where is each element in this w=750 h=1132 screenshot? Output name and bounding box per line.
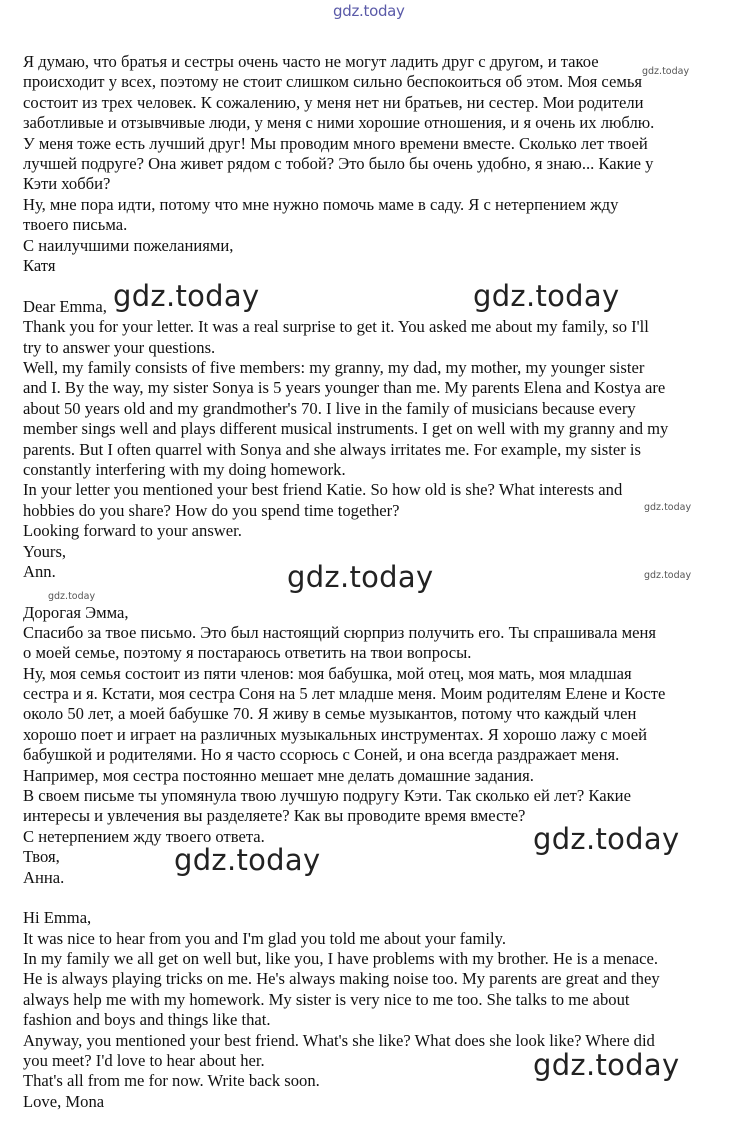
watermark-large: gdz.today [113, 279, 260, 313]
text-line: constantly interfering with my doing homework. [23, 460, 346, 479]
text-line: Я думаю, что братья и сестры очень часто не могут ладить друг с другом, и такое [23, 52, 599, 71]
text-line: лучшей подруге? Она живет рядом с тобой? Это было бы очень удобно, я знаю... Какие у [23, 154, 654, 173]
text-line: интересы и увлечения вы разделяете? Как вы проводите время вместе? [23, 806, 526, 825]
text-line: В своем письме ты упомянула твою лучшую подругу Кэти. Так сколько ей лет? Какие [23, 786, 631, 805]
text-line: about 50 years old and my grandmother's 70. I live in the family of musicians because every [23, 399, 636, 418]
text-line: Например, моя сестра постоянно мешает мне делать домашние задания. [23, 766, 534, 785]
text-line: Looking forward to your answer. [23, 521, 242, 540]
salutation-dear-emma: Dear Emma, [23, 297, 107, 316]
text-line: hobbies do you share? How do you spend time together? [23, 501, 400, 520]
text-line: always help me with my homework. My sister is very nice to me too. She talks to me about [23, 990, 630, 1009]
text-line: Ну, моя семья состоит из пяти членов: моя бабушка, мой отец, моя мать, моя младшая [23, 664, 632, 683]
text-line: member sings well and plays different musical instruments. I get on well with my granny and my [23, 419, 669, 438]
watermark-large: gdz.today [533, 1048, 680, 1082]
text-line: заботливые и отзывчивые люди, у меня с ними хорошие отношения, и я очень их люблю. [23, 113, 655, 132]
watermark-large: gdz.today [473, 279, 620, 313]
text-line: Твоя, [23, 847, 60, 866]
text-line: Кэти хобби? [23, 174, 111, 193]
text-line: you meet? I'd love to hear about her. [23, 1051, 265, 1070]
signature-katya: Катя [23, 256, 56, 275]
watermark-large: gdz.today [174, 843, 321, 877]
text-line: Спасибо за твое письмо. Это был настоящий сюрприз получить его. Ты спрашивала меня [23, 623, 657, 642]
signature-mona: Love, Mona [23, 1092, 105, 1111]
watermark-large: gdz.today [287, 560, 434, 594]
text-line: С нетерпением жду твоего ответа. [23, 827, 265, 846]
text-line: He is always playing tricks on me. He's always making noise too. My parents are great and they [23, 969, 660, 988]
text-line: try to answer your questions. [23, 338, 216, 357]
text-line: In your letter you mentioned your best friend Katie. So how old is she? What interests and [23, 480, 623, 499]
text-line: бабушкой и родителями. Но я часто ссорюсь с Соней, и она всегда раздражает меня. [23, 745, 620, 764]
watermark-large: gdz.today [533, 822, 680, 856]
text-line: parents. But I often quarrel with Sonya and she always irritates me. For example, my sister is [23, 440, 641, 459]
text-line: происходит у всех, поэтому не стоит слишком сильно беспокоиться об этом. Моя семья [23, 72, 643, 91]
text-line: У меня тоже есть лучший друг! Мы проводим много времени вместе. Сколько лет твоей [23, 134, 648, 153]
text-line: Thank you for your letter. It was a real surprise to get it. You asked me about my family, so I'll [23, 317, 649, 336]
watermark-small: gdz.today [644, 502, 692, 513]
text-line: It was nice to hear from you and I'm glad you told me about your family. [23, 929, 507, 948]
text-line: and I. By the way, my sister Sonya is 5 years younger than me. My parents Elena and Kostya are [23, 378, 666, 397]
watermark-small: gdz.today [48, 591, 96, 602]
text-line: Anyway, you mentioned your best friend. What's she like? What does she look like? Where did [23, 1031, 655, 1050]
text-line: состоит из трех человек. К сожалению, у меня нет ни братьев, ни сестер. Мои родители [23, 93, 644, 112]
watermark-small: gdz.today [642, 66, 690, 77]
text-line: около 50 лет, а моей бабушке 70. Я живу в семье музыкантов, потому что каждый член [23, 704, 637, 723]
text-line: That's all from me for now. Write back soon. [23, 1071, 320, 1090]
text-line: fashion and boys and things like that. [23, 1010, 271, 1029]
text-line: сестра и я. Кстати, моя сестра Соня на 5 лет младше меня. Моим родителям Елене и Косте [23, 684, 666, 703]
signature-ann: Ann. [23, 562, 56, 581]
watermark-top-link[interactable]: gdz.today [333, 2, 405, 20]
salutation-dorogaya-emma: Дорогая Эмма, [23, 603, 129, 622]
text-line: Well, my family consists of five members: my granny, my dad, my mother, my younger sister [23, 358, 645, 377]
text-line: Yours, [23, 542, 67, 561]
watermark-small: gdz.today [644, 570, 692, 581]
salutation-hi-emma: Hi Emma, [23, 908, 92, 927]
text-line: хорошо поет и играет на различных музыкальных инструментах. Я хорошо лажу с моей [23, 725, 648, 744]
text-line: In my family we all get on well but, like you, I have problems with my brother. He is a menace. [23, 949, 659, 968]
text-line: твоего письма. [23, 215, 128, 234]
text-line: о моей семье, поэтому я постараюсь ответить на твои вопросы. [23, 643, 472, 662]
signature-anna: Анна. [23, 868, 65, 887]
text-line: С наилучшими пожеланиями, [23, 236, 234, 255]
text-line: Ну, мне пора идти, потому что мне нужно помочь маме в саду. Я с нетерпением жду [23, 195, 619, 214]
